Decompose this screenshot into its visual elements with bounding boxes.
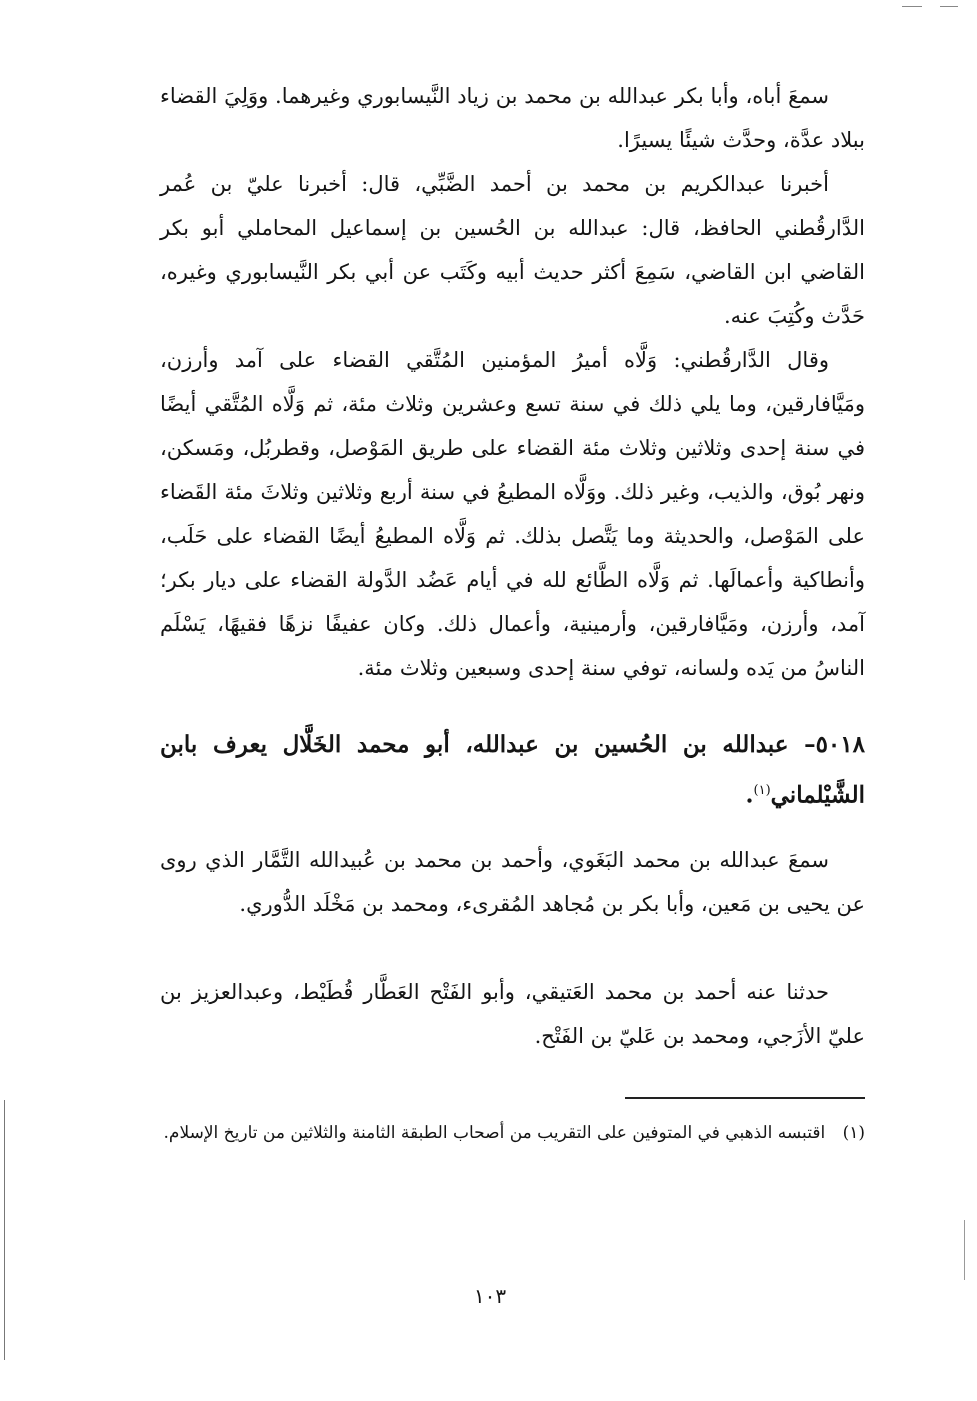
footnote-divider — [625, 1097, 865, 1099]
paragraph-3 — [160, 338, 865, 690]
scan-artifact — [940, 6, 958, 7]
footnote — [150, 1116, 865, 1151]
paragraph-5 — [160, 838, 865, 926]
paragraph-text: سمعَ عبدالله بن محمد البَغَوي، وأحمد بن محمد بن عُبيدالله التَّمَّار الذي روى عن يحيى بن مَعين، وأبا بكر بن مُجاهد المُقرىء، ومحمد بن مَخْلَد الدُّوري. — [160, 848, 865, 916]
footnote-reference[interactable]: (١) — [753, 783, 771, 798]
scan-artifact — [902, 6, 922, 7]
footnote-number: (١) — [842, 1123, 865, 1143]
paragraph-2 — [160, 162, 865, 338]
page-number: ١٠٣ — [473, 1284, 507, 1308]
scan-artifact — [964, 1220, 965, 1280]
scan-artifact — [4, 1100, 5, 1360]
paragraph-1 — [160, 74, 865, 162]
entry-heading-text: ٥٠١٨– عبدالله بن الحُسين بن عبدالله، أبو محمد الخَلَّال يعرف بابن الشَّيْلماني — [160, 731, 865, 809]
paragraph-text: حدثنا عنه أحمد بن محمد العَتيقي، وأبو الفَتْح العَطَّار قُطَيْط، وعبدالعزيز بن عليّ الأزَجي، ومحمد بن عَليّ بن الفَتْح. — [160, 980, 865, 1048]
paragraph-6 — [160, 970, 865, 1058]
entry-heading-end: . — [745, 781, 754, 809]
entry-heading — [160, 722, 865, 819]
paragraph-text: سمعَ أباه، وأبا بكر عبدالله بن محمد بن زياد النَّيسابوري وغيرهما. ووَلِيَ القضاء ببلاد عدَّة، وحدَّث شيئًا يسيرًا. — [160, 84, 865, 152]
footnote-text: اقتبسه الذهبي في المتوفين على التقريب من أصحاب الطبقة الثامنة والثلاثين من تاريخ الإسلام. — [163, 1123, 826, 1143]
paragraph-text: وقال الدَّارقُطني: وَلَّاه أميرُ المؤمنين المُتَّقي القضاء على آمد وأرزن، ومَيَّافارقين، وما يلي ذلك في سنة تسع وعشرين وثلاث مئة، ثم وَلَّاه المُتَّقي أيضًا في سنة إحدى وثلاثين وثلاث مئة القضاء على طريق المَوْصل، وقطربُل، ومَسكن، ونهر بُوق، والذيب، وغير ذلك. ووَلَّاه المطيعُ في سنة أربع وثلاثين وثلاثَ مئة القَضاء على المَوْصل، والحديثة وما يَتَّصل بذلك. ثم وَلَّاه المطيعُ أيضًا القضاء على حَلَب، وأنطاكية وأعمالَها. ثم وَلَّاه الطَّائع لله في أيام عَضُد الدَّولة القضاء على ديار بكر؛ آمد، وأرزن، ومَيَّافارقين، وأرمينية، وأعمال ذلك. وكان عفيفًا نزهًا فقيهًا، يَسْلَم الناسُ من يَده ولسانه، توفي سنة إحدى وسبعين وثلاث مئة. — [160, 348, 865, 680]
paragraph-text: أخبرنا عبدالكريم بن محمد بن أحمد الضَّبِّي، قال: أخبرنا عليّ بن عُمر الدَّارقُطني الحافظ، قال: عبدالله بن الحُسين بن إسماعيل المحاملي أبو بكر القاضي ابن القاضي، سَمِعَ أكثر حديث أبيه وكَتَب عن أبي بكر النَّيسابوري وغيره، حَدَّث وكُتِبَ عنه. — [160, 172, 865, 328]
